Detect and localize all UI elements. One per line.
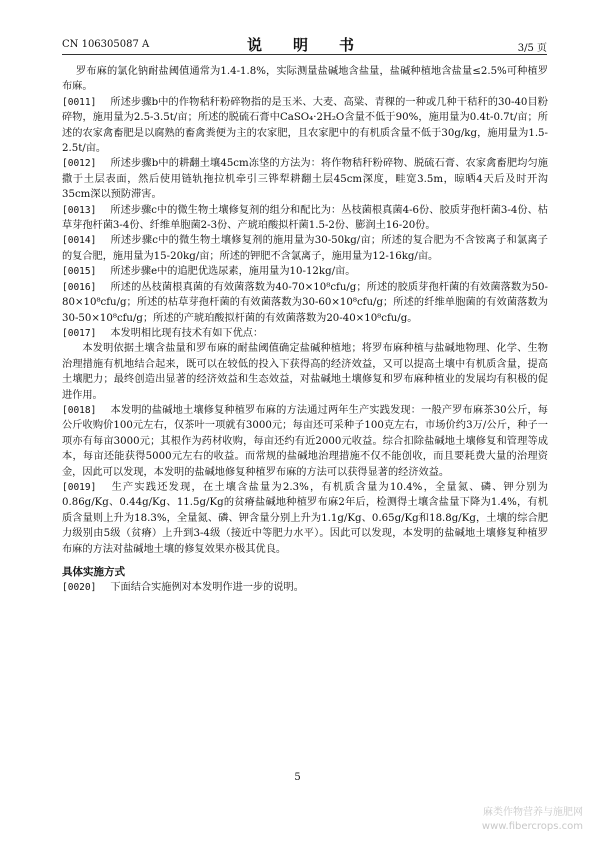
paragraph-number: [0016] (62, 281, 97, 293)
paragraph-number: [0019] (62, 481, 97, 493)
paragraph-0019 (62, 480, 548, 557)
paragraph-text: 所述步骤b中的作物秸秆粉碎物指的是玉米、大麦、高粱、青稞的一种或几种干秸秆的30-40目粉碎物，施用量为2.5-3.5t/亩；所述的脱硫石膏中CaSO₄·2H₂O含量不低于90%，施用量为0.4t-0.7t/亩；所述的农家禽畜肥是以腐熟的畜禽粪便为主的农家肥，且农家肥中的有机质含量不低于30g/kg，施用量为1.5-2.5t/亩。 (62, 96, 548, 155)
paragraph-advantages (62, 341, 548, 403)
paragraph-number: [0017] (62, 327, 97, 339)
paragraph: 罗布麻的氯化钠耐盐阈值通常为1.4-1.8%，实际测量盐碱地含盐量，盐碱种植地含盐量≤2.5%可种植罗布麻。 (62, 66, 548, 93)
page-number: 5 (294, 772, 301, 783)
paragraph-text: 下面结合实施例对本发明作进一步的说明。 (110, 582, 304, 594)
paragraph-text: 所述步骤c中的微生物土壤修复剂的施用量为30-50kg/亩；所述的复合肥为不含铵离子和氯离子的复合肥，施用量为15-20kg/亩；所述的钾肥不含氯离子，施用量为12-16kg/亩。 (62, 235, 548, 262)
paragraph-text: 所述的丛枝菌根真菌的有效菌落数为40-70×10⁸cfu/g；所述的胶质芽孢杆菌的有效菌落数为50-80×10⁸cfu/g；所述的枯草芽孢杆菌的有效菌落数为30-60×10⁸cfu/g；所述的纤维单胞菌的有效菌落数为30-50×10⁸cfu/g；所述的产琥珀酸拟杆菌的有效菌落数为20-40×10⁸cfu/g。 (62, 281, 548, 324)
document-title: 说 明 书 (246, 36, 362, 54)
paragraph-text: 所述步骤c中的微生物土壤修复剂的组分和配比为：丛枝菌根真菌4-6份、胶质芽孢杆菌3-4份、枯草芽孢杆菌3-4份、纤维单胞菌2-3份、产琥珀酸拟杆菌1.5-2份、膨润土16-20份。 (62, 204, 548, 232)
paragraph-0018 (62, 403, 548, 480)
paragraph-number: [0014] (62, 235, 97, 247)
paragraph-text: 本发明相比现有技术有如下优点： (110, 327, 264, 339)
page-indicator: 3/5 页 (517, 43, 547, 54)
paragraph-text: 所述步骤e中的追肥优选尿素，施用量为10-12kg/亩。 (110, 266, 356, 278)
paragraph-0013 (62, 203, 548, 234)
paragraph-0011 (62, 95, 548, 157)
section-title: 具体实施方式 (62, 566, 125, 578)
document-body (62, 64, 548, 596)
page-header (62, 34, 547, 55)
paragraph-number: [0011] (62, 96, 97, 108)
paragraph-number: [0013] (62, 204, 97, 216)
watermark-line: 麻类作物营养与施肥网 (483, 807, 583, 818)
paragraph-text: 所述步骤b中的耕翻土壤45cm冻垡的方法为：将作物秸秆粉碎物、脱硫石膏、农家禽畜肥均匀施撒于土层表面，然后使用链轨拖拉机牵引三铧犁耕翻土层45cm深度，畦宽3.5m，晾晒4天后及时开沟35cm深以预防滞害。 (62, 158, 548, 201)
watermark-url: www.fibercrops.com (481, 821, 583, 832)
paragraph-0020 (62, 580, 548, 595)
paragraph-0016 (62, 280, 548, 326)
paragraph-0017 (62, 326, 548, 341)
paragraph-0015 (62, 264, 548, 279)
paragraph-0014 (62, 233, 548, 264)
paragraph-number: [0015] (62, 266, 97, 278)
paragraph-number: [0020] (62, 582, 97, 594)
watermark (482, 806, 583, 834)
paragraph-text: 本发明依据土壤含盐量和罗布麻的耐盐阈值确定盐碱种植地；将罗布麻种植与盐碱地物理、化学、生物治理措施有机地结合起来，既可以在较低的投入下获得高的经济效益，又可以提高土壤中有机质含量，提高土壤肥力；最终创造出显著的经济效益和生态效益，对盐碱地土壤修复和罗布麻种植业的发展均有积极的促进作用。 (62, 343, 548, 401)
paragraph-text: 生产实践还发现，在土壤含盐量为2.3%，有机质含量为10.4%，全量氮、磷、钾分别为0.86g/Kg、0.44g/Kg、11.5g/Kg的贫瘠盐碱地种植罗布麻2年后，检测得土壤含盐量下降为1.4%，有机质含量则上升为18.3%，全量氮、磷、钾含量分别上升为1.1g/Kg、0.65g/Kg和18.8g/Kg，土壤的综合肥力级别由5级（贫瘠）上升到3-4级（接近中等肥力水平）。因此可以发现，本发明的盐碱地土壤修复种植罗布麻的方法对盐碱地土壤的修复效果亦极其优良。 (62, 481, 548, 555)
paragraph-number: [0012] (62, 158, 97, 170)
publication-number: CN 106305087 A (62, 39, 150, 50)
paragraph-text: 本发明的盐碱地土壤修复种植罗布麻的方法通过两年生产实践发现：一般产罗布麻茶30公斤，每公斤收购价100元左右，仅茶叶一项就有3000元；每亩还可采种子100克左右，市场价约3万/公斤，种子一项亦有每亩3000元；其根作为药材收购，每亩还约有近2000元收益。综合扣除盐碱地土壤修复和管理等成本，每亩还能获得5000元左右的收益。而常规的盐碱地治理措施不仅不能创收，而且要耗费大量的治理资金，因此可以发现，本发明的盐碱地修复种植罗布麻的方法可以获得显著的经济效益。 (62, 404, 548, 478)
paragraph-0012 (62, 156, 548, 202)
paragraph-number: [0018] (62, 404, 97, 416)
